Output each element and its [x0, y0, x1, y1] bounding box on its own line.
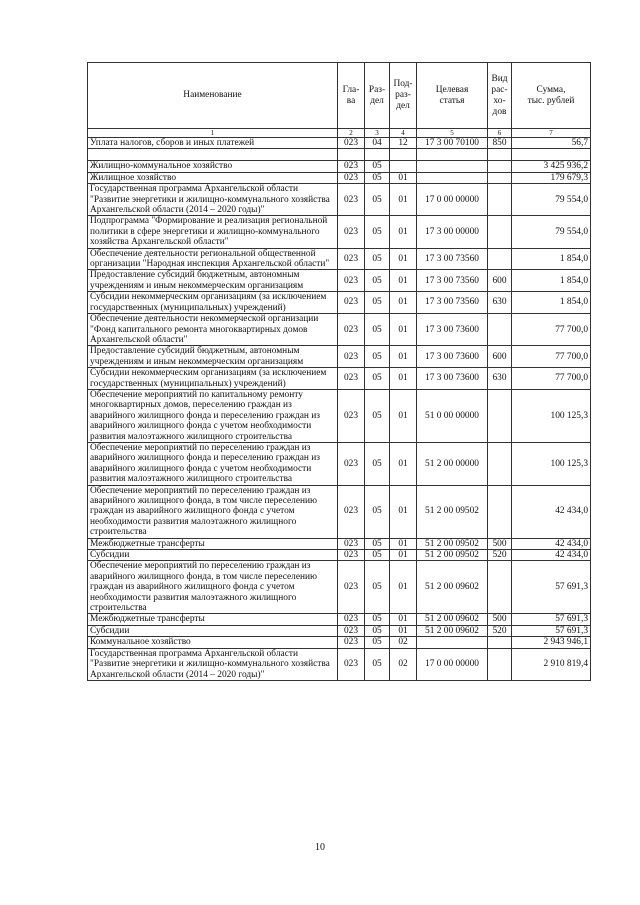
cell-podrazdel: 01	[390, 314, 417, 346]
cell-article: 17 3 00 73560	[417, 292, 488, 314]
cell-article: 17 3 00 73560	[417, 270, 488, 292]
table-row	[88, 314, 591, 346]
cell-name: Обеспечение мероприятий по переселению граждан из аварийного жилищного фонда и переселению граждан из аварийного жилищного фонда с учетом необходимости развития малоэтажного жилищного строительства	[88, 442, 338, 485]
cell-name: Субсидии	[88, 625, 338, 636]
cell-glava: 023	[338, 442, 365, 485]
cell-name: Обеспечение мероприятий по переселению граждан из аварийного жилищного фонда, в том числе переселению граждан из аварийного жилищного фонда с учетом необходимости развития малоэтажного жилищного строительства	[88, 485, 338, 538]
cell-razdel: 05	[365, 561, 390, 614]
cell-podrazdel: 01	[390, 368, 417, 390]
table-row	[88, 389, 591, 442]
cell-vid	[488, 248, 512, 270]
cell-vid: 600	[488, 346, 512, 368]
cell-article: 17 3 00 73600	[417, 346, 488, 368]
cell-vid	[488, 389, 512, 442]
cell-podrazdel: 01	[390, 389, 417, 442]
cell-glava: 023	[338, 550, 365, 561]
cell-article: 51 2 00 09602	[417, 561, 488, 614]
page-number: 10	[315, 842, 325, 853]
cell-podrazdel: 01	[390, 625, 417, 636]
cell-name: Обеспечение мероприятий по капитальному ремонту многоквартирных домов, переселению граждан из аварийного жилищного фонда и переселению граждан из аварийного жилищного фонда с учетом необходимости развития малоэтажного жилищного строительства	[88, 389, 338, 442]
cell-name: Жилищно-коммунальное хозяйство	[88, 161, 338, 172]
table-row	[88, 292, 591, 314]
table-row	[88, 550, 591, 561]
cell-sum: 100 125,3	[512, 389, 591, 442]
cell-name: Предоставление субсидий бюджетным, автономным учреждениям и иным некоммерческим организациям	[88, 270, 338, 292]
cell-sum: 1 854,0	[512, 248, 591, 270]
cell-sum: 77 700,0	[512, 346, 591, 368]
cell-article: 51 0 00 00000	[417, 389, 488, 442]
cell-podrazdel: 01	[390, 270, 417, 292]
cell-sum: 2 943 946,1	[512, 637, 591, 648]
cell-vid: 630	[488, 368, 512, 390]
cell-razdel: 05	[365, 292, 390, 314]
cell-podrazdel: 02	[390, 648, 417, 680]
cell-glava: 023	[338, 346, 365, 368]
cell-sum: 77 700,0	[512, 314, 591, 346]
cell-vid	[488, 161, 512, 172]
cell-razdel: 05	[365, 389, 390, 442]
cell-vid	[488, 485, 512, 538]
cell-podrazdel: 12	[390, 138, 417, 149]
table-row	[88, 614, 591, 625]
cell-sum: 42 434,0	[512, 550, 591, 561]
cell-glava: 023	[338, 625, 365, 636]
cell-glava: 023	[338, 538, 365, 549]
table-row	[88, 346, 591, 368]
cell-razdel: 05	[365, 270, 390, 292]
cell-glava: 023	[338, 270, 365, 292]
cell-name: Уплата налогов, сборов и иных платежей	[88, 138, 338, 149]
cell-name: Подпрограмма "Формирование и реализация региональной политики в сфере энергетики и жилищно-коммунального хозяйства Архангельской области"	[88, 216, 338, 248]
cell-glava: 023	[338, 248, 365, 270]
cell-name: Обеспечение мероприятий по переселению граждан из аварийного жилищного фонда, в том числе переселению граждан из аварийного жилищного фонда с учетом необходимости развития малоэтажного жилищного строительства	[88, 561, 338, 614]
cell-name: Субсидии	[88, 550, 338, 561]
cell-vid: 500	[488, 614, 512, 625]
col-number: 7	[512, 129, 591, 138]
cell-name: Субсидии некоммерческим организациям (за исключением государственных (муниципальных) учреждений)	[88, 368, 338, 390]
cell-sum: 42 434,0	[512, 485, 591, 538]
cell-vid: 520	[488, 625, 512, 636]
cell-sum: 57 691,3	[512, 561, 591, 614]
header-razdel: Раз- дел	[365, 63, 390, 129]
cell-name: Субсидии некоммерческим организациям (за исключением государственных (муниципальных) учреждений)	[88, 292, 338, 314]
cell-article	[417, 149, 488, 161]
cell-razdel: 05	[365, 442, 390, 485]
col-number: 4	[390, 129, 417, 138]
cell-article	[417, 161, 488, 172]
cell-vid	[488, 184, 512, 216]
cell-glava: 023	[338, 184, 365, 216]
table-row	[88, 637, 591, 648]
cell-razdel: 05	[365, 648, 390, 680]
table-header-row	[88, 63, 591, 129]
table-row	[88, 538, 591, 549]
cell-razdel: 05	[365, 216, 390, 248]
table-row	[88, 561, 591, 614]
cell-razdel: 05	[365, 614, 390, 625]
header-name: Наименование	[88, 63, 338, 129]
cell-razdel: 05	[365, 485, 390, 538]
cell-vid	[488, 442, 512, 485]
col-number: 5	[417, 129, 488, 138]
cell-article: 51 2 00 09502	[417, 485, 488, 538]
cell-vid: 630	[488, 292, 512, 314]
cell-article: 17 3 00 73600	[417, 368, 488, 390]
cell-podrazdel: 01	[390, 248, 417, 270]
cell-name: Жилищное хозяйство	[88, 172, 338, 183]
header-article: Целевая статья	[417, 63, 488, 129]
cell-article	[417, 637, 488, 648]
cell-vid: 600	[488, 270, 512, 292]
table-row	[88, 485, 591, 538]
cell-article: 17 0 00 00000	[417, 648, 488, 680]
cell-razdel: 05	[365, 538, 390, 549]
cell-sum: 79 554,0	[512, 216, 591, 248]
cell-article: 51 2 00 09502	[417, 538, 488, 549]
cell-razdel: 05	[365, 184, 390, 216]
cell-podrazdel: 01	[390, 485, 417, 538]
cell-article: 17 3 00 70100	[417, 138, 488, 149]
cell-sum: 1 854,0	[512, 292, 591, 314]
cell-razdel: 05	[365, 172, 390, 183]
cell-sum: 77 700,0	[512, 368, 591, 390]
col-number: 1	[88, 129, 338, 138]
cell-vid	[488, 561, 512, 614]
cell-glava: 023	[338, 485, 365, 538]
cell-vid: 520	[488, 550, 512, 561]
cell-glava: 023	[338, 216, 365, 248]
cell-name: Предоставление субсидий бюджетным, автономным учреждениям и иным некоммерческим организациям	[88, 346, 338, 368]
cell-glava: 023	[338, 637, 365, 648]
cell-glava: 023	[338, 161, 365, 172]
cell-podrazdel: 01	[390, 292, 417, 314]
cell-article: 51 2 00 09602	[417, 625, 488, 636]
col-number: 2	[338, 129, 365, 138]
table-row	[88, 442, 591, 485]
cell-sum: 56,7	[512, 138, 591, 149]
cell-name: Государственная программа Архангельской области "Развитие энергетики и жилищно-коммунального хозяйства Архангельской области (2014 – 2020 годы)"	[88, 184, 338, 216]
cell-name: Межбюджетные трансферты	[88, 614, 338, 625]
cell-razdel: 05	[365, 550, 390, 561]
cell-vid	[488, 149, 512, 161]
cell-sum: 179 679,3	[512, 172, 591, 183]
cell-podrazdel	[390, 149, 417, 161]
cell-sum: 79 554,0	[512, 184, 591, 216]
cell-razdel: 04	[365, 138, 390, 149]
cell-podrazdel: 01	[390, 172, 417, 183]
cell-vid	[488, 637, 512, 648]
table-row	[88, 648, 591, 680]
table-row	[88, 184, 591, 216]
header-vid: Вид рас- хо- дов	[488, 63, 512, 129]
cell-glava: 023	[338, 614, 365, 625]
table-row	[88, 172, 591, 183]
cell-podrazdel: 02	[390, 637, 417, 648]
cell-podrazdel	[390, 161, 417, 172]
header-glava: Гла- ва	[338, 63, 365, 129]
cell-glava: 023	[338, 648, 365, 680]
cell-podrazdel: 01	[390, 442, 417, 485]
cell-article: 51 2 00 09602	[417, 614, 488, 625]
cell-vid: 850	[488, 138, 512, 149]
table-row	[88, 161, 591, 172]
cell-razdel: 05	[365, 314, 390, 346]
cell-podrazdel: 01	[390, 346, 417, 368]
cell-razdel: 05	[365, 637, 390, 648]
cell-podrazdel: 01	[390, 614, 417, 625]
cell-glava: 023	[338, 389, 365, 442]
cell-razdel: 05	[365, 161, 390, 172]
cell-article: 51 2 00 09502	[417, 550, 488, 561]
cell-podrazdel: 01	[390, 550, 417, 561]
cell-name: Обеспечение деятельности региональной общественной организации "Народная инспекция Архангельской области"	[88, 248, 338, 270]
cell-vid	[488, 314, 512, 346]
table-row	[88, 270, 591, 292]
cell-glava: 023	[338, 172, 365, 183]
cell-sum	[512, 149, 591, 161]
cell-sum: 2 910 819,4	[512, 648, 591, 680]
cell-article: 17 3 00 00000	[417, 216, 488, 248]
cell-sum: 100 125,3	[512, 442, 591, 485]
header-podrazdel: Под- раз- дел	[390, 63, 417, 129]
budget-table	[87, 62, 591, 681]
cell-glava: 023	[338, 292, 365, 314]
cell-podrazdel: 01	[390, 561, 417, 614]
cell-glava: 023	[338, 138, 365, 149]
cell-razdel: 05	[365, 625, 390, 636]
cell-vid	[488, 216, 512, 248]
cell-name: Коммунальное хозяйство	[88, 637, 338, 648]
column-number-row	[88, 129, 591, 138]
cell-article: 51 2 00 00000	[417, 442, 488, 485]
cell-sum: 42 434,0	[512, 538, 591, 549]
table-row	[88, 216, 591, 248]
cell-sum: 1 854,0	[512, 270, 591, 292]
cell-razdel	[365, 149, 390, 161]
cell-article	[417, 172, 488, 183]
table-row	[88, 149, 591, 161]
cell-vid	[488, 172, 512, 183]
cell-razdel: 05	[365, 346, 390, 368]
cell-podrazdel: 01	[390, 184, 417, 216]
cell-article: 17 0 00 00000	[417, 184, 488, 216]
cell-razdel: 05	[365, 248, 390, 270]
col-number: 6	[488, 129, 512, 138]
cell-sum: 57 691,3	[512, 625, 591, 636]
cell-name: Обеспечение деятельности некоммерческой организации "Фонд капитального ремонта многоквартирных домов Архангельской области"	[88, 314, 338, 346]
cell-vid: 500	[488, 538, 512, 549]
cell-sum: 57 691,3	[512, 614, 591, 625]
cell-vid	[488, 648, 512, 680]
cell-name: Государственная программа Архангельской области "Развитие энергетики и жилищно-коммунального хозяйства Архангельской области (2014 – 2020 годы)"	[88, 648, 338, 680]
cell-glava: 023	[338, 561, 365, 614]
cell-name: Межбюджетные трансферты	[88, 538, 338, 549]
cell-razdel: 05	[365, 368, 390, 390]
cell-glava: 023	[338, 368, 365, 390]
table-row	[88, 368, 591, 390]
cell-article: 17 3 00 73560	[417, 248, 488, 270]
cell-glava: 023	[338, 314, 365, 346]
cell-name	[88, 149, 338, 161]
cell-glava	[338, 149, 365, 161]
header-sum: Сумма, тыс. рублей	[512, 63, 591, 129]
col-number: 3	[365, 129, 390, 138]
table-row	[88, 138, 591, 149]
table-row	[88, 248, 591, 270]
cell-podrazdel: 01	[390, 216, 417, 248]
cell-podrazdel: 01	[390, 538, 417, 549]
cell-article: 17 3 00 73600	[417, 314, 488, 346]
cell-sum: 3 425 936,2	[512, 161, 591, 172]
table-row	[88, 625, 591, 636]
